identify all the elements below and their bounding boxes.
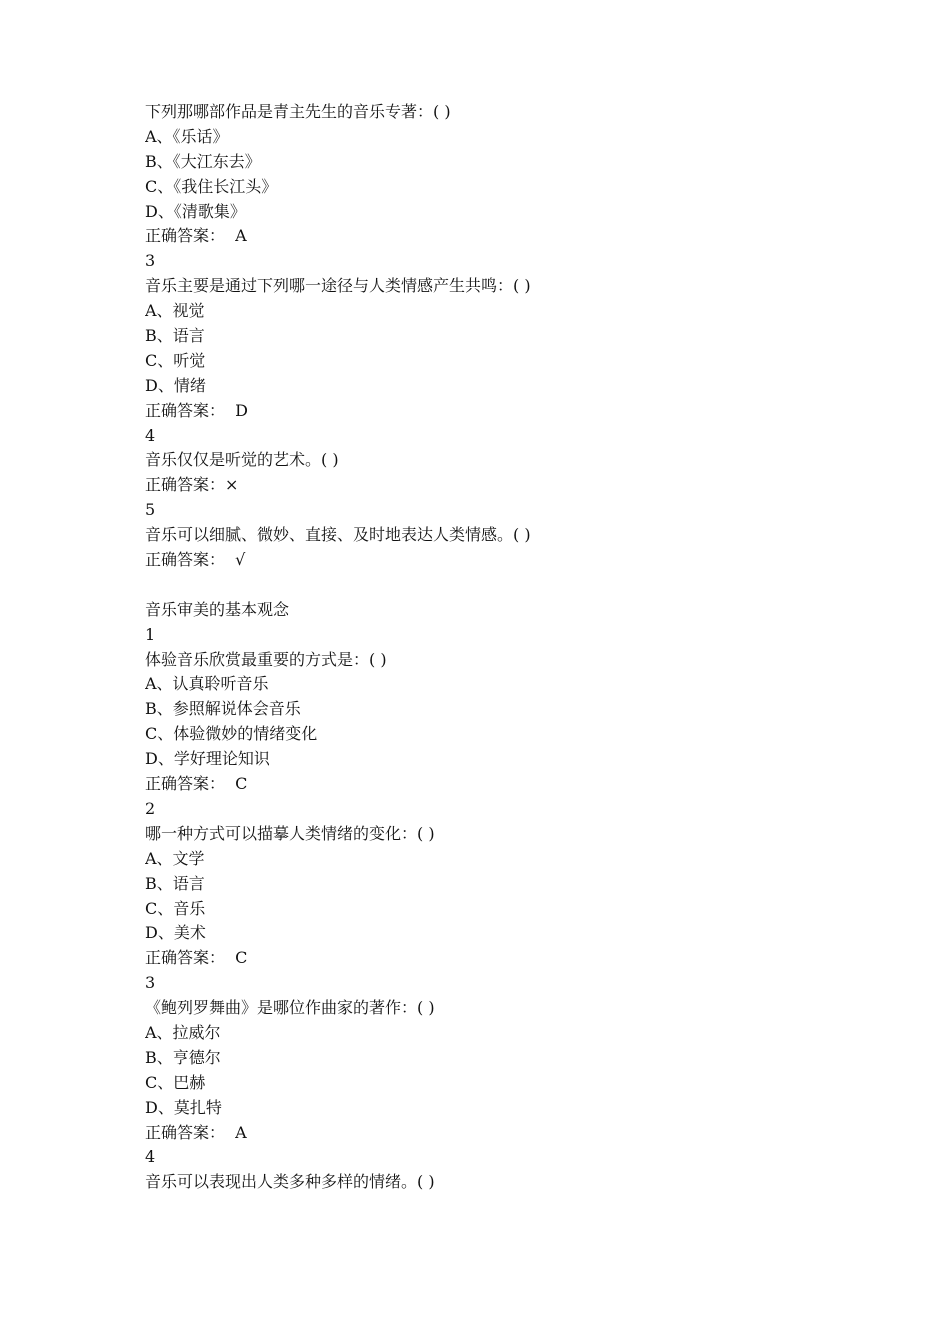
question-number: 3 <box>145 251 156 271</box>
document-page <box>145 100 905 1195</box>
question-text: 音乐仅仅是听觉的艺术。( ) <box>145 450 339 470</box>
question-text: 体验音乐欣赏最重要的方式是：( ) <box>145 649 387 669</box>
question-number: 4 <box>145 425 156 445</box>
correct-answer: 正确答案： C <box>145 948 248 968</box>
option-b: B、语言 <box>145 873 205 893</box>
option-b: B、亨德尔 <box>145 1047 221 1067</box>
option-b: B、《大江东去》 <box>145 151 261 171</box>
option-a: A、拉威尔 <box>145 1022 221 1042</box>
question-number: 3 <box>145 973 156 993</box>
question-text: 音乐主要是通过下列哪一途径与人类情感产生共鸣：( ) <box>145 276 531 296</box>
correct-answer: 正确答案： A <box>145 1122 247 1142</box>
correct-answer: 正确答案： √ <box>145 550 246 570</box>
question-text: 下列那哪部作品是青主先生的音乐专著：( ) <box>145 102 451 121</box>
option-d: D、学好理论知识 <box>145 749 270 769</box>
option-d: D、美术 <box>145 923 206 943</box>
question-number: 1 <box>145 624 156 644</box>
option-c: C、音乐 <box>145 898 206 918</box>
question-text: 《鲍列罗舞曲》是哪位作曲家的著作：( ) <box>145 998 435 1018</box>
option-a: A、《乐话》 <box>145 126 229 146</box>
option-c: C、巴赫 <box>145 1072 206 1092</box>
correct-answer: 正确答案： C <box>145 774 248 794</box>
question-number: 5 <box>145 500 156 520</box>
option-d: D、情绪 <box>145 375 206 395</box>
question-text: 音乐可以表现出人类多种多样的情绪。( ) <box>145 1172 435 1192</box>
question-number: 4 <box>145 1147 156 1167</box>
option-a: A、文学 <box>145 848 205 868</box>
question-text: 哪一种方式可以描摹人类情绪的变化：( ) <box>145 823 435 843</box>
blank-line <box>145 573 905 598</box>
option-c: C、《我住长江头》 <box>145 176 278 196</box>
option-c: C、体验微妙的情绪变化 <box>145 724 318 744</box>
correct-answer: 正确答案： D <box>145 400 249 420</box>
option-d: D、《清歌集》 <box>145 201 246 221</box>
section-heading: 音乐审美的基本观念 <box>145 599 290 619</box>
option-d: D、莫扎特 <box>145 1097 222 1117</box>
question-text: 音乐可以细腻、微妙、直接、及时地表达人类情感。( ) <box>145 525 531 545</box>
option-a: A、视觉 <box>145 301 205 321</box>
option-a: A、认真聆听音乐 <box>145 674 269 694</box>
correct-answer: 正确答案： A <box>145 226 247 246</box>
correct-answer: 正确答案：× <box>145 475 239 495</box>
option-c: C、听觉 <box>145 350 206 370</box>
option-b: B、语言 <box>145 326 205 346</box>
question-number: 2 <box>145 798 156 818</box>
option-b: B、参照解说体会音乐 <box>145 699 301 719</box>
